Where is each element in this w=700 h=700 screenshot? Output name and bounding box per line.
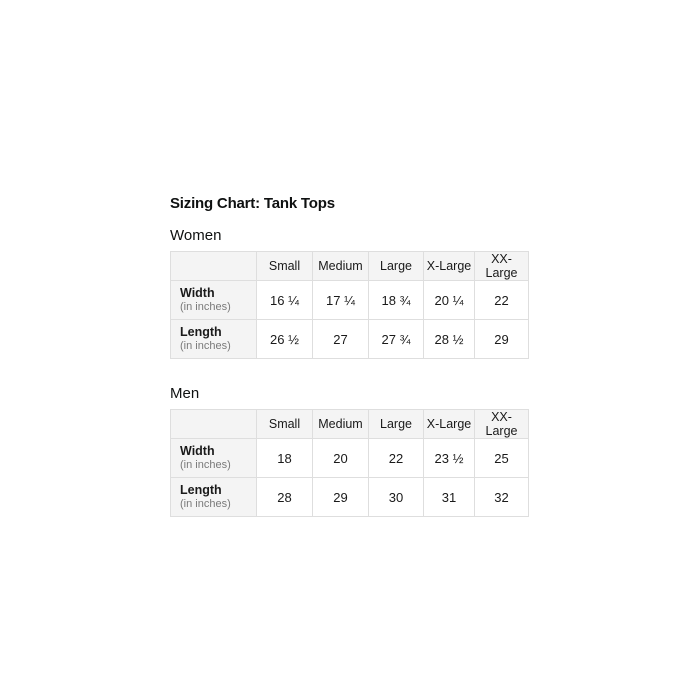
row-sublabel: (in inches): [180, 498, 231, 510]
row-label: Width: [180, 286, 215, 300]
size-value-cell: 17 ¼: [313, 281, 369, 320]
size-value-cell: 28 ½: [424, 320, 475, 359]
men-header-row: [171, 410, 529, 439]
men-sizing-section: [170, 385, 528, 517]
row-label-cell: [171, 478, 257, 517]
size-value-cell: 18: [257, 439, 313, 478]
column-header-xlarge: X-Large: [424, 410, 475, 439]
row-sublabel: (in inches): [180, 301, 231, 313]
size-value-cell: 30: [369, 478, 424, 517]
men-width-row: [171, 439, 529, 478]
size-value-cell: 18 ¾: [369, 281, 424, 320]
women-sizing-section: [170, 227, 528, 359]
column-header-large: Large: [369, 252, 424, 281]
size-value-cell: 22: [475, 281, 529, 320]
row-label-cell: [171, 281, 257, 320]
column-header-xlarge: X-Large: [424, 252, 475, 281]
men-section-heading: Men: [170, 385, 200, 402]
row-label: Length: [180, 325, 222, 339]
sizing-chart-page: [170, 195, 528, 517]
size-value-cell: 28: [257, 478, 313, 517]
row-sublabel: (in inches): [180, 459, 231, 471]
row-label: Width: [180, 444, 215, 458]
row-label-cell: [171, 439, 257, 478]
size-value-cell: 20 ¼: [424, 281, 475, 320]
size-value-cell: 25: [475, 439, 529, 478]
size-value-cell: 32: [475, 478, 529, 517]
women-header-row: [171, 252, 529, 281]
size-value-cell: 23 ½: [424, 439, 475, 478]
size-value-cell: 16 ¼: [257, 281, 313, 320]
column-header-xxlarge: XX-Large: [475, 252, 529, 281]
women-sizing-table: [170, 251, 529, 359]
column-header-medium: Medium: [313, 252, 369, 281]
column-header-small: Small: [257, 410, 313, 439]
corner-cell: [171, 410, 257, 439]
men-sizing-table: [170, 409, 529, 517]
row-label-cell: [171, 320, 257, 359]
size-value-cell: 29: [475, 320, 529, 359]
women-length-row: [171, 320, 529, 359]
size-value-cell: 22: [369, 439, 424, 478]
women-width-row: [171, 281, 529, 320]
size-value-cell: 20: [313, 439, 369, 478]
page-title: Sizing Chart: Tank Tops: [170, 195, 335, 212]
size-value-cell: 27 ¾: [369, 320, 424, 359]
column-header-medium: Medium: [313, 410, 369, 439]
row-label: Length: [180, 483, 222, 497]
corner-cell: [171, 252, 257, 281]
column-header-small: Small: [257, 252, 313, 281]
row-sublabel: (in inches): [180, 340, 231, 352]
women-section-heading: Women: [170, 227, 222, 244]
size-value-cell: 26 ½: [257, 320, 313, 359]
size-value-cell: 29: [313, 478, 369, 517]
size-value-cell: 31: [424, 478, 475, 517]
column-header-xxlarge: XX-Large: [475, 410, 529, 439]
column-header-large: Large: [369, 410, 424, 439]
size-value-cell: 27: [313, 320, 369, 359]
men-length-row: [171, 478, 529, 517]
